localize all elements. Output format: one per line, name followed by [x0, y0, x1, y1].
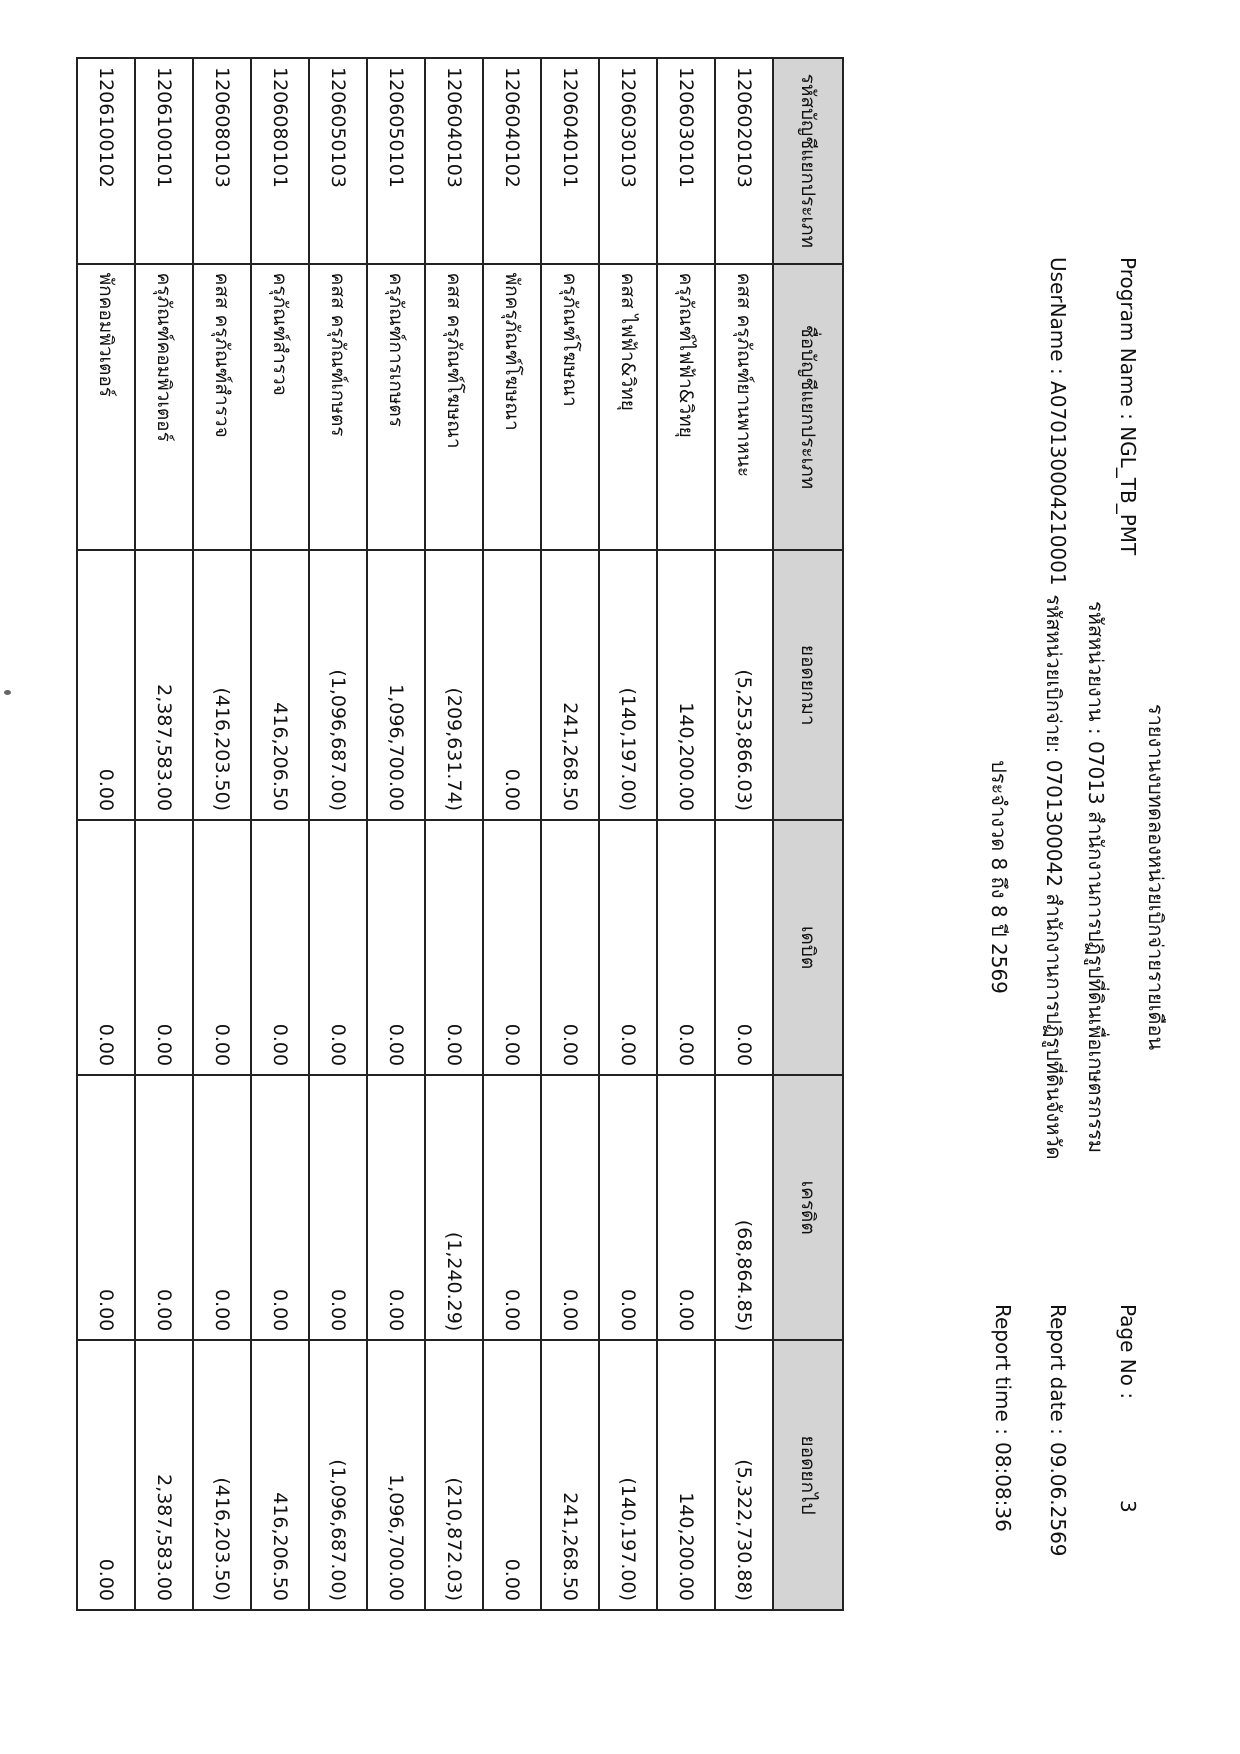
account-code-cell: 1206100102	[77, 58, 135, 264]
account-name-cell: คสส ไฟฟ้า&วิทยุ	[599, 264, 657, 551]
credit-cell: 0.00	[193, 1075, 251, 1340]
opening-balance-cell: 1,096,700.00	[367, 550, 425, 820]
opening-balance-cell: 0.00	[77, 550, 135, 820]
opening-balance-cell: (209,631.74)	[425, 550, 483, 820]
credit-cell: 0.00	[599, 1075, 657, 1340]
account-code-cell: 1206040102	[483, 58, 541, 264]
account-code-cell: 1206040103	[425, 58, 483, 264]
table-row	[541, 58, 599, 1610]
table-row	[77, 58, 135, 1610]
account-name-cell: คสส ครุภัณฑ์เกษตร	[309, 264, 367, 551]
closing-balance-cell: (210,872.03)	[425, 1340, 483, 1610]
user-name: UserName : A070130004210001	[1046, 257, 1070, 586]
account-name-cell: ครุภัณฑ์สำรวจ	[251, 264, 309, 551]
credit-cell: 0.00	[541, 1075, 599, 1340]
report-time-value: 08:08:36	[991, 1442, 1015, 1532]
account-code-cell: 1206030103	[599, 58, 657, 264]
opening-balance-cell: (416,203.50)	[193, 550, 251, 820]
credit-cell: 0.00	[483, 1075, 541, 1340]
account-name-cell: ครุภัณฑ์การเกษตร	[367, 264, 425, 551]
opening-balance-cell: (5,253,866.03)	[715, 550, 773, 820]
debit-cell: 0.00	[425, 820, 483, 1075]
debit-cell: 0.00	[135, 820, 193, 1075]
closing-balance-cell: 241,268.50	[541, 1340, 599, 1610]
account-name-cell: ครุภัณฑ์คอมพิวเตอร์	[135, 264, 193, 551]
closing-balance-cell: 416,206.50	[251, 1340, 309, 1610]
closing-balance-cell: (416,203.50)	[193, 1340, 251, 1610]
report-title: รายงานงบทดลองหน่วยเบิกจ่ายรายเดือน	[1144, 703, 1168, 1051]
program-name: Program Name : NGL_TB_PMT	[1116, 257, 1140, 556]
account-name-cell: พักคอมพิวเตอร์	[77, 264, 135, 551]
credit-cell: 0.00	[135, 1075, 193, 1340]
account-name-cell: พักครุภัณฑ์โฆษณา	[483, 264, 541, 551]
col-opening-balance: ยอดยกมา	[773, 550, 843, 820]
account-name-cell: ครุภัณฑ์ไฟฟ้า&วิทยุ	[657, 264, 715, 551]
debit-cell: 0.00	[309, 820, 367, 1075]
account-code-cell: 1206100101	[135, 58, 193, 264]
closing-balance-cell: 0.00	[483, 1340, 541, 1610]
table-row	[657, 58, 715, 1610]
credit-cell: 0.00	[657, 1075, 715, 1340]
debit-cell: 0.00	[193, 820, 251, 1075]
table-row	[715, 58, 773, 1610]
opening-balance-cell: 2,387,583.00	[135, 550, 193, 820]
table-row	[251, 58, 309, 1610]
page-no-label: Page No :	[1116, 1304, 1140, 1400]
table-row	[425, 58, 483, 1610]
disbursing-unit-line: รหัสหน่วยเบิกจ่าย: 0701300042 สำนักงานการปฏิรูปที่ดินจังหวัด	[1042, 594, 1066, 1160]
credit-cell: 0.00	[367, 1075, 425, 1340]
opening-balance-cell: (1,096,687.00)	[309, 550, 367, 820]
account-name-cell: คสส ครุภัณฑ์สำรวจ	[193, 264, 251, 551]
debit-cell: 0.00	[599, 820, 657, 1075]
period-line: ประจำงวด 8 ถึง 8 ปี 2569	[987, 760, 1011, 994]
closing-balance-cell: 0.00	[77, 1340, 135, 1610]
closing-balance-cell: 2,387,583.00	[135, 1340, 193, 1610]
credit-cell: (1,240.29)	[425, 1075, 483, 1340]
table-header-row	[773, 58, 843, 1610]
table-row	[483, 58, 541, 1610]
opening-balance-cell: 241,268.50	[541, 550, 599, 820]
opening-balance-cell: 140,200.00	[657, 550, 715, 820]
debit-cell: 0.00	[715, 820, 773, 1075]
scan-speck	[4, 690, 11, 695]
opening-balance-cell: 0.00	[483, 550, 541, 820]
col-account-name: ชื่อบัญชีแยกประเภท	[773, 264, 843, 551]
table-row	[367, 58, 425, 1610]
closing-balance-cell: (1,096,687.00)	[309, 1340, 367, 1610]
account-code-cell: 1206050101	[367, 58, 425, 264]
opening-balance-cell: 416,206.50	[251, 550, 309, 820]
col-closing-balance: ยอดยกไป	[773, 1340, 843, 1610]
debit-cell: 0.00	[251, 820, 309, 1075]
account-code-cell: 1206030101	[657, 58, 715, 264]
table-row	[135, 58, 193, 1610]
report-time-label: Report time :	[991, 1304, 1015, 1435]
table-row	[309, 58, 367, 1610]
account-name-cell: คสส ครุภัณฑ์ยานพาหนะ	[715, 264, 773, 551]
debit-cell: 0.00	[657, 820, 715, 1075]
credit-cell: (68,864.85)	[715, 1075, 773, 1340]
debit-cell: 0.00	[77, 820, 135, 1075]
credit-cell: 0.00	[77, 1075, 135, 1340]
account-code-cell: 1206020103	[715, 58, 773, 264]
debit-cell: 0.00	[367, 820, 425, 1075]
col-debit: เดบิต	[773, 820, 843, 1075]
table-row	[599, 58, 657, 1610]
col-account-code: รหัสบัญชีแยกประเภท	[773, 58, 843, 264]
closing-balance-cell: 1,096,700.00	[367, 1340, 425, 1610]
credit-cell: 0.00	[309, 1075, 367, 1340]
trial-balance-table	[76, 57, 844, 1611]
closing-balance-cell: 140,200.00	[657, 1340, 715, 1610]
agency-line: รหัสหน่วยงาน : 07013 สำนักงานการปฏิรูปที่ดินเพื่อเกษตรกรรม	[1084, 600, 1108, 1154]
opening-balance-cell: (140,197.00)	[599, 550, 657, 820]
account-code-cell: 1206080101	[251, 58, 309, 264]
report-date-label: Report date :	[1046, 1304, 1070, 1435]
page-no-value: 3	[1116, 1500, 1140, 1513]
account-name-cell: ครุภัณฑ์โฆษณา	[541, 264, 599, 551]
closing-balance-cell: (140,197.00)	[599, 1340, 657, 1610]
account-code-cell: 1206050103	[309, 58, 367, 264]
account-name-cell: คสส ครุภัณฑ์โฆษณา	[425, 264, 483, 551]
col-credit: เครดิต	[773, 1075, 843, 1340]
debit-cell: 0.00	[541, 820, 599, 1075]
account-code-cell: 1206080103	[193, 58, 251, 264]
table-row	[193, 58, 251, 1610]
debit-cell: 0.00	[483, 820, 541, 1075]
account-code-cell: 1206040101	[541, 58, 599, 264]
report-date-value: 09.06.2569	[1046, 1442, 1070, 1557]
closing-balance-cell: (5,322,730.88)	[715, 1340, 773, 1610]
credit-cell: 0.00	[251, 1075, 309, 1340]
